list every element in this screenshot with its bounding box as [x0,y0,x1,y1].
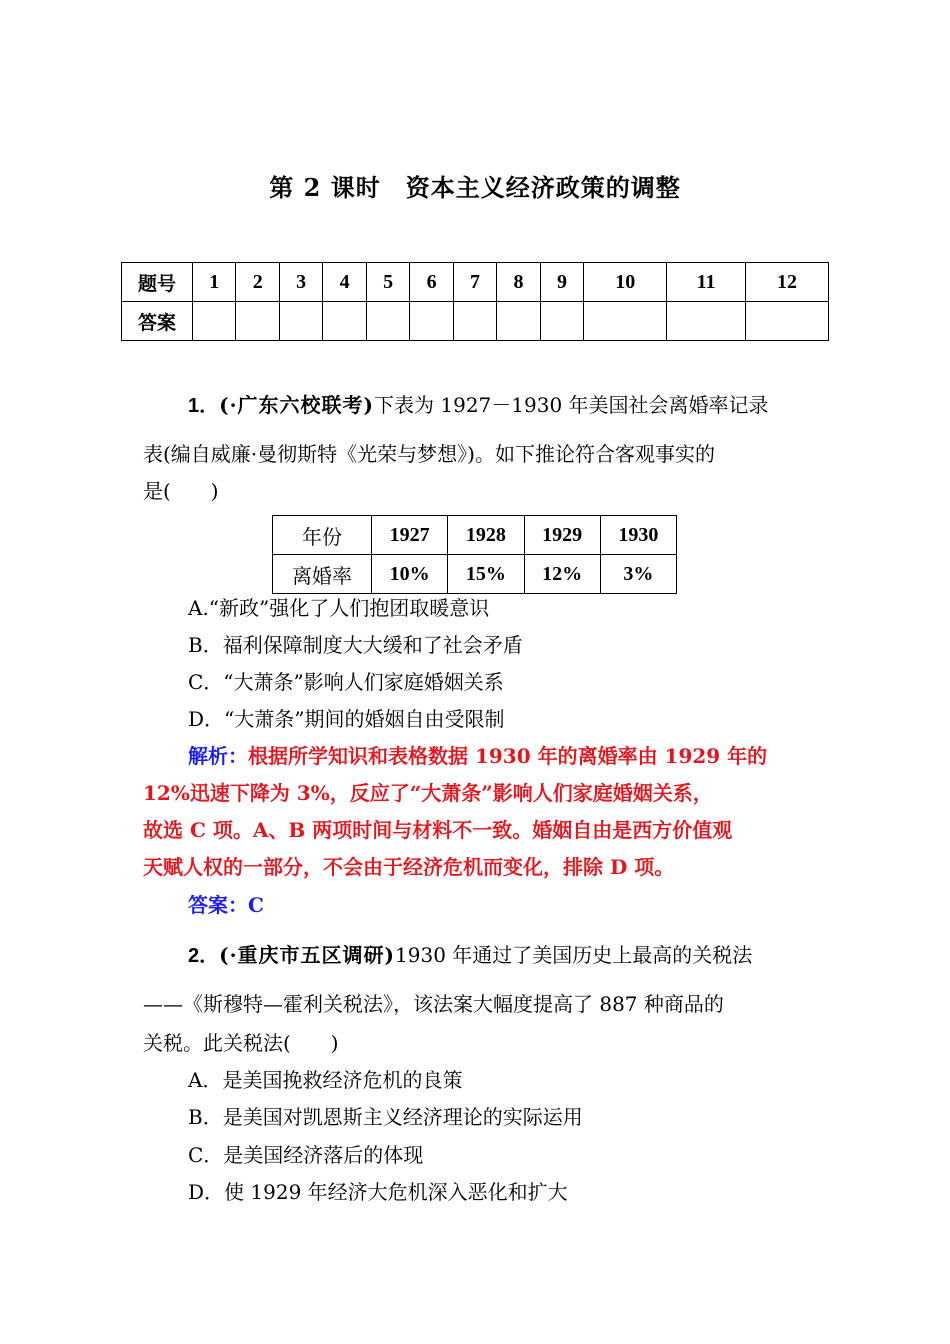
q2-option-a[interactable]: A．是美国挽救经济危机的良策 [188,1068,463,1092]
q1-analysis-line2: 12%迅速下降为 3%，反应了“大萧条”影响人们家庭婚姻关系， [143,781,713,805]
q1-option-a[interactable]: A.“新政”强化了人们抱团取暖意识 [188,596,490,620]
divorce-table-year-cell: 1929 [524,516,600,555]
answer-cell[interactable] [540,302,583,341]
q1-analysis-line4: 天赋人权的一部分，不会由于经济危机而变化，排除 D 项。 [143,855,675,879]
divorce-table-year-row [273,516,677,555]
divorce-rate-table [272,515,677,594]
question-number-cell: 11 [667,263,746,302]
q2-stem-text: 1930 年通过了美国历史上最高的关税法 [395,943,753,967]
divorce-table-rate-header: 离婚率 [273,555,372,594]
question-number-cell: 10 [584,263,667,302]
answer-cell[interactable] [279,302,322,341]
q1-option-c[interactable]: C．“大萧条”影响人们家庭婚姻关系 [188,670,504,694]
divorce-table-year-cell: 1930 [600,516,676,555]
q1-option-d[interactable]: D．“大萧条”期间的婚姻自由受限制 [188,707,505,731]
answer-cell[interactable] [667,302,746,341]
answer-cell[interactable] [584,302,667,341]
q2-option-c[interactable]: C．是美国经济落后的体现 [188,1143,424,1167]
answer-row [122,302,829,341]
question-number-row [122,263,829,302]
question-number-cell: 4 [323,263,366,302]
divorce-table-year-header: 年份 [273,516,372,555]
question-number-cell: 1 [193,263,236,302]
q1-stem-line2: 表(编自威廉·曼彻斯特《光荣与梦想》)。如下推论符合客观事实的 [143,442,715,466]
q2-option-d[interactable]: D．使 1929 年经济大危机深入恶化和扩大 [188,1180,568,1204]
q1-analysis-text: 根据所学知识和表格数据 1930 年的离婚率由 1929 年的 [248,744,768,768]
divorce-table-year-cell: 1928 [448,516,524,555]
question-number-cell: 6 [410,263,453,302]
q2-stem-line2: ——《斯穆特—霍利关税法》，该法案大幅度提高了 887 种商品的 [143,992,724,1016]
divorce-table-year-cell: 1927 [372,516,448,555]
question-number-cell: 8 [497,263,540,302]
q2-stem-line3: 关税。此关税法( ) [143,1031,339,1055]
q1-stem-text: 下表为 1927－1930 年美国社会离婚率记录 [374,393,769,417]
q1-option-b[interactable]: B．福利保障制度大大缓和了社会矛盾 [188,633,523,657]
divorce-table-rate-cell: 3% [600,555,676,594]
question-number-cell: 2 [236,263,279,302]
page-title: 第 2 课时 资本主义经济政策的调整 [269,173,681,202]
q2-option-b[interactable]: B．是美国对凯恩斯主义经济理论的实际运用 [188,1105,583,1129]
divorce-table-rate-row [273,555,677,594]
answer-cell[interactable] [323,302,366,341]
question-number-cell: 7 [453,263,496,302]
q1-answer: 答案：C [188,893,264,917]
answer-cell[interactable] [236,302,279,341]
question-number-cell: 9 [540,263,583,302]
answer-cell[interactable] [410,302,453,341]
divorce-table-rate-cell: 10% [372,555,448,594]
q1-number: 1． [188,395,220,417]
divorce-table-rate-cell: 12% [524,555,600,594]
q1-stem-line3: 是( ) [143,479,219,503]
q1-stem-line1 [188,391,808,420]
answer-cell[interactable] [497,302,540,341]
q1-analysis-label: 解析： [188,744,248,768]
q2-stem-line1 [188,941,808,970]
answer-header: 答案 [122,302,193,341]
answer-cell[interactable] [745,302,828,341]
q1-analysis-line1 [188,742,808,770]
answer-grid [121,262,829,341]
answer-cell[interactable] [193,302,236,341]
q2-source: (·重庆市五区调研) [219,943,396,967]
question-number-cell: 5 [366,263,409,302]
q2-number: 2． [188,945,220,967]
q1-analysis-line3: 故选 C 项。A、B 两项时间与材料不一致。婚姻自由是西方价值观 [143,818,733,842]
answer-cell[interactable] [453,302,496,341]
question-number-cell: 12 [745,263,828,302]
q1-source: (·广东六校联考) [219,393,375,417]
question-number-header: 题号 [122,263,193,302]
question-number-cell: 3 [279,263,322,302]
answer-cell[interactable] [366,302,409,341]
divorce-table-rate-cell: 15% [448,555,524,594]
